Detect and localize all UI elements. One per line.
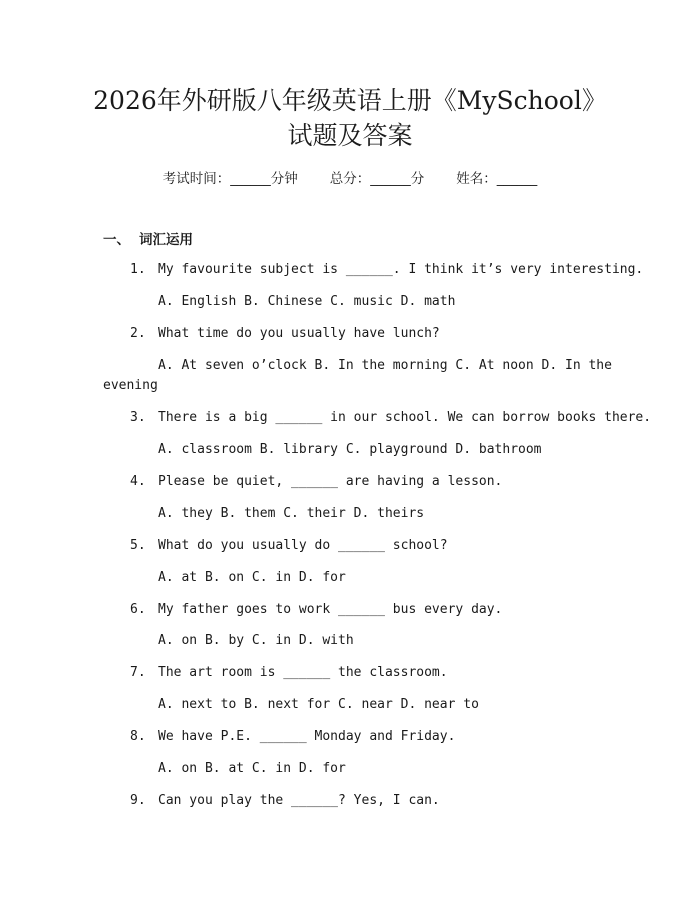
question-number: 3. [130,410,146,425]
question-text: Please be quiet, ______ are having a lesson. [158,474,503,489]
document-title: 2026年外研版八年级英语上册《MySchool》 [93,86,607,115]
total-score-field: 总分：______分 [329,171,425,187]
question-options: A. on B. by C. in D. with [158,633,354,648]
question-text: There is a big ______ in our school. We can borrow books there. [158,410,652,425]
question-options: A. next to B. next for C. near D. near to [158,697,479,712]
question-number: 5. [130,538,146,553]
question-number: 6. [130,602,146,617]
question-options: A. classroom B. library C. playground D. bathroom [158,442,542,457]
section-heading [103,231,193,249]
question-text: Can you play the ______? Yes, I can. [158,793,440,808]
section-title: 词汇运用 [139,232,193,248]
question-number: 4. [130,474,146,489]
question-text: The art room is ______ the classroom. [158,665,448,680]
question-options: A. English B. Chinese C. music D. math [158,294,456,309]
question-options-continued: evening [103,378,158,393]
question-number: 9. [130,793,146,808]
question-text: What do you usually do ______ school? [158,538,448,553]
question-text: My favourite subject is ______. I think it’s very interesting. [158,262,644,277]
question-text: What time do you usually have lunch? [158,326,440,341]
question-number: 1. [130,262,146,277]
question-options: A. At seven o’clock B. In the morning C. At noon D. In the [158,358,612,373]
question-text: My father goes to work ______ bus every day. [158,602,503,617]
document-subtitle: 试题及答案 [287,121,413,150]
exam-info [0,170,700,188]
exam-time-field: 考试时间：______分钟 [162,171,298,187]
question-number: 7. [130,665,146,680]
section-number: 一、 [103,232,130,248]
question-number: 2. [130,326,146,341]
question-number: 8. [130,729,146,744]
student-name-field: 姓名：______ [456,171,538,187]
question-options: A. they B. them C. their D. theirs [158,506,425,521]
question-options: A. at B. on C. in D. for [158,570,346,585]
question-options: A. on B. at C. in D. for [158,761,346,776]
question-text: We have P.E. ______ Monday and Friday. [158,729,456,744]
